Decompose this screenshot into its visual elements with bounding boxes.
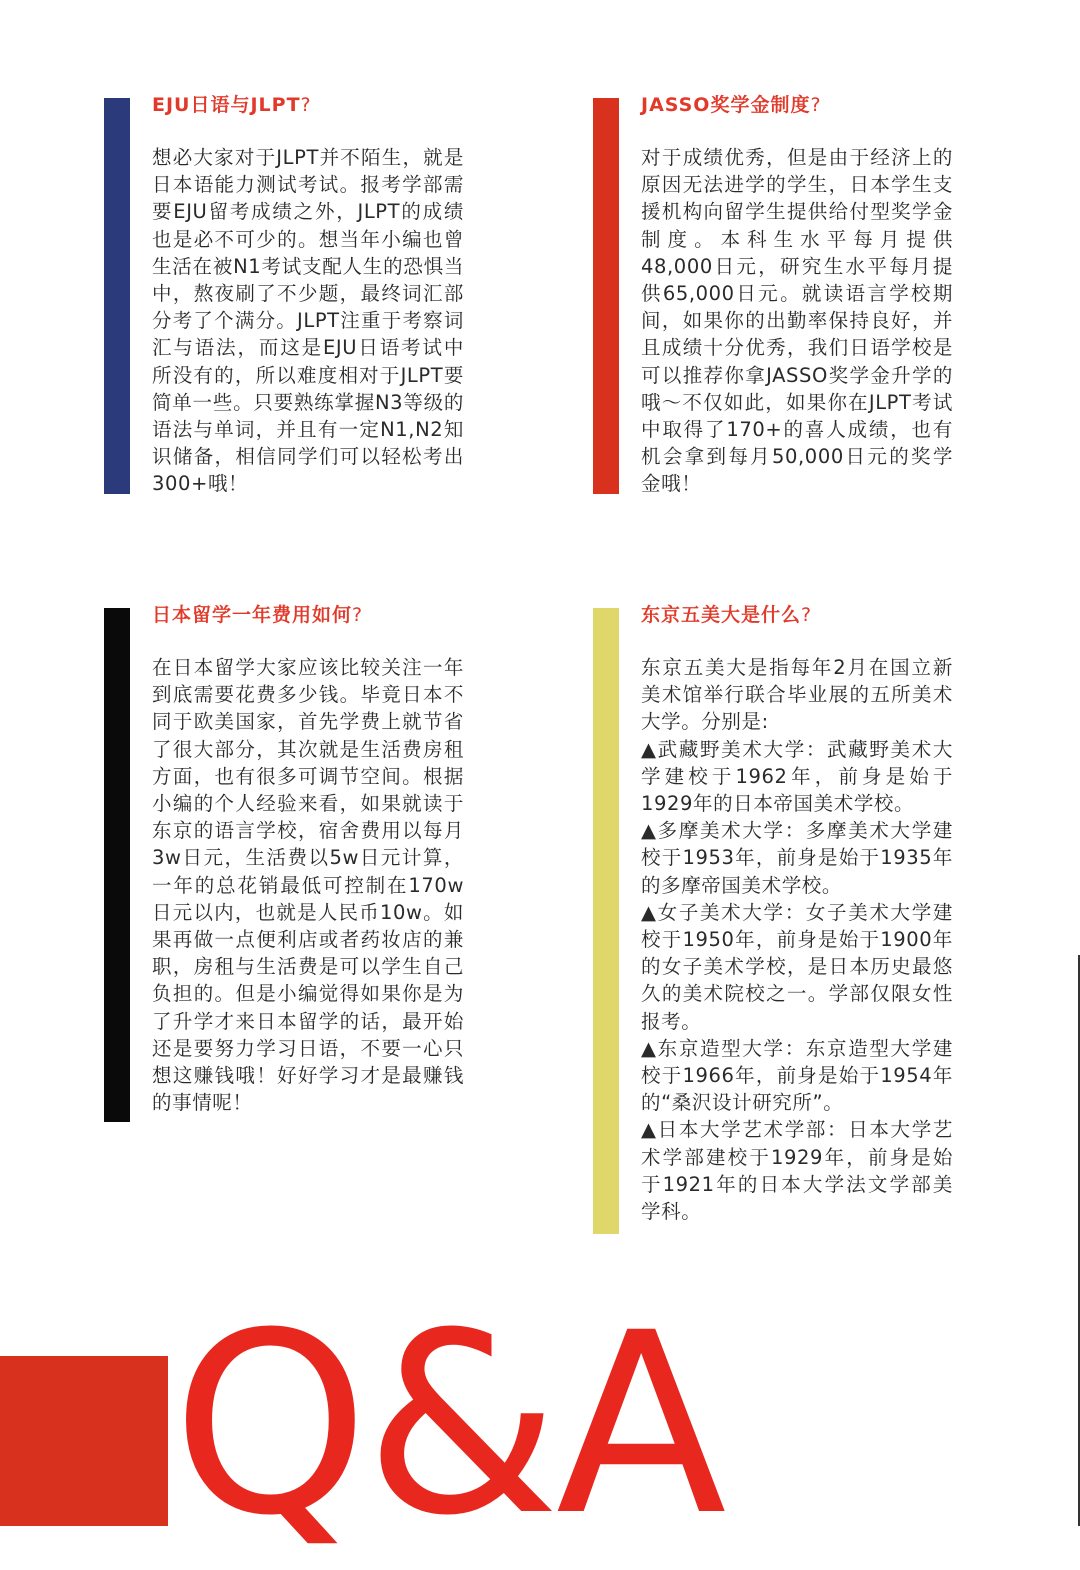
red-corner-block: [0, 1356, 168, 1526]
qa-banner: Q&A: [172, 1279, 723, 1570]
paragraph: 想必大家对于JLPT并不陌生，就是日本语能力测试考试。报考学部需要EJU留考成绩之外，JLPT的成绩也是必不可少的。想当年小编也曾生活在被N1考试支配人生的恐惧当中，熬夜刷了不少题，最终词汇部分考了个满分。JLPT注重于考察词汇与语法，而这是EJU日语考试中所没有的，所以难度相对于JLPT要简单一些。只要熟练掌握N3等级的语法与单词，并且有一定N1,N2知识储备，相信同学们可以轻松考出300+哦！: [152, 146, 464, 496]
paragraph: 对于成绩优秀，但是由于经济上的原因无法进学的学生，日本学生支援机构向留学生提供给付型奖学金制度。本科生水平每月提供48,000日元，研究生水平每月提供65,000日元。就读语言学校期间，如果你的出勤率保持良好，并且成绩十分优秀，我们日语学校是可以推荐你拿JASSO奖学金升学的哦～不仅如此，如果你在JLPT考试中取得了170+的喜人成绩，也有机会拿到每月50,000日元的奖学金哦！: [641, 146, 953, 496]
paragraph: 在日本留学大家应该比较关注一年到底需要花费多少钱。毕竟日本不同于欧美国家，首先学费上就节省了很大部分，其次就是生活费房租方面，也有很多可调节空间。根据小编的个人经验来看，如果就读于东京的语言学校，宿舍费用以每月3w日元，生活费以5w日元计算，一年的总花销最低可控制在170w日元以内，也就是人民币10w。如果再做一点便利店或者药妆店的兼职，房租与生活费是可以学生自己负担的。但是小编觉得如果你是为了升学才来日本留学的话，最开始还是要努力学习日语，不要一心只想这赚钱哦！好好学习才是最赚钱的事情呢！: [152, 656, 464, 1115]
list-item: ▲武藏野美术大学：武藏野美术大学建校于1962年，前身是始于1929年的日本帝国美术学校。: [641, 737, 953, 816]
list-item: ▲日本大学艺术学部：日本大学艺术学部建校于1929年，前身是始于1921年的日本大学法文学部美学科。: [641, 1118, 953, 1224]
section-title: 日本留学一年费用如何?: [152, 604, 364, 626]
navy-accent-bar: [104, 98, 130, 494]
section-body: [641, 654, 953, 1225]
section-title: JASSO奖学金制度?: [641, 94, 822, 116]
yellow-accent-bar: [593, 608, 619, 1234]
section-body: [152, 144, 464, 498]
black-accent-bar: [104, 608, 130, 1122]
section-body: [641, 144, 953, 498]
section-body: [152, 654, 464, 1116]
paragraph-intro: 东京五美大是指每年2月在国立新美术馆举行联合毕业展的五所美术大学。分别是:: [641, 656, 953, 734]
list-item: ▲女子美术大学：女子美术大学建校于1950年，前身是始于1900年的女子美术学校，是日本历史最悠久的美术院校之一。学部仅限女性报考。: [641, 900, 953, 1033]
red-accent-bar: [593, 98, 619, 494]
section-title: 东京五美大是什么?: [641, 604, 813, 626]
list-item: ▲东京造型大学：东京造型大学建校于1966年，前身是始于1954年的“桑沢设计研究所”。: [641, 1036, 953, 1115]
list-item: ▲多摩美术大学：多摩美术大学建校于1953年，前身是始于1935年的多摩帝国美术学校。: [641, 819, 953, 897]
section-title: EJU日语与JLPT?: [152, 94, 312, 116]
